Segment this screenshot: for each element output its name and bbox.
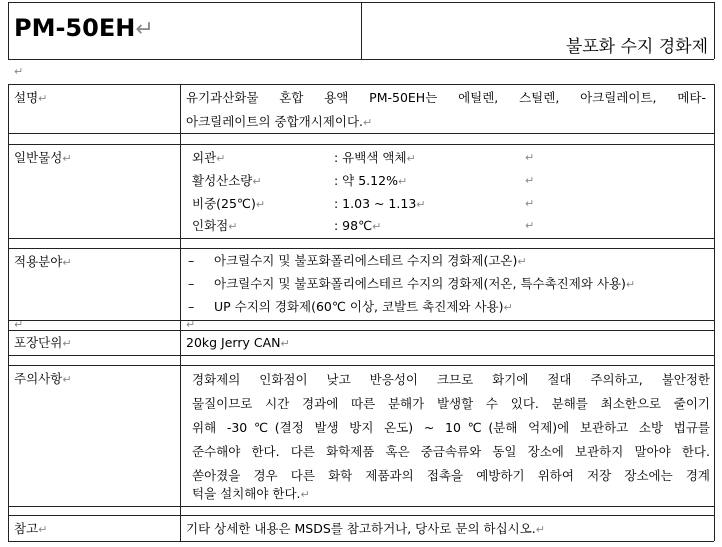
row-divider xyxy=(8,320,714,321)
application-item: – 아크릴수지 및 불포화폴리에스테르 수지의 경화제(저온, 특수촉진제와 사용)↵ xyxy=(188,276,636,291)
property-row xyxy=(192,192,552,215)
paragraph-mark: ↵ xyxy=(135,17,154,42)
property-name: 외관↵ xyxy=(192,150,226,165)
caution-line: 쏟아졌을 경우 다른 화학 제품과의 접촉을 예방하기 위하여 저장 장소에는 경계 xyxy=(192,468,710,483)
description-line-1: 유기과산화물 혼합 용액 PM-50EH는 에틸렌, 스틸렌, 아크릴레이트, 메타- xyxy=(186,90,706,105)
document-title: PM-50EH↵ xyxy=(14,14,154,42)
row-label-reference: 참고↵ xyxy=(14,521,48,536)
row-divider xyxy=(8,144,714,145)
row-label-caution: 주의사항↵ xyxy=(14,371,72,386)
row-divider xyxy=(8,238,714,239)
row-label-description: 설명↵ xyxy=(14,90,48,105)
paragraph-mark: ↵ xyxy=(14,318,24,331)
table-right-border xyxy=(714,2,715,59)
row-divider xyxy=(8,355,714,356)
row-label-packaging: 포장단위↵ xyxy=(14,335,72,350)
property-value: : 1.03 ~ 1.13↵ xyxy=(334,196,426,211)
paragraph-mark: ↵ xyxy=(525,151,535,164)
paragraph-mark: ↵ xyxy=(186,318,196,331)
row-divider xyxy=(8,330,714,331)
paragraph-mark: ↵ xyxy=(525,219,535,232)
property-row xyxy=(192,146,552,169)
property-name: 인화점↵ xyxy=(192,218,238,233)
row-divider xyxy=(8,506,714,507)
property-value: : 98℃↵ xyxy=(334,218,382,233)
application-item: – UP 수지의 경화제(60℃ 이상, 코발트 촉진제와 사용)↵ xyxy=(188,299,513,314)
table-left-border xyxy=(8,2,9,59)
reference-value: 기타 상세한 내용은 MSDS를 참고하거나, 당사로 문의 하십시오.↵ xyxy=(186,521,545,536)
property-value: : 유백색 액체↵ xyxy=(334,150,416,165)
paragraph-mark: ↵ xyxy=(525,174,535,187)
description-line-2: 아크릴레이트의 중합개시제이다.↵ xyxy=(186,114,373,129)
caution-line: 경화제의 인화점이 낮고 반응성이 크므로 화기에 절대 주의하고, 불안정한 xyxy=(192,372,710,387)
caution-line: 턱을 설치해야 한다.↵ xyxy=(192,486,310,501)
property-value: : 약 5.12%↵ xyxy=(334,173,408,188)
paragraph-mark: ↵ xyxy=(14,65,24,78)
paragraph-mark: ↵ xyxy=(525,197,535,210)
label-column-divider xyxy=(180,84,181,541)
row-label-applications: 적용분야↵ xyxy=(14,254,72,269)
row-divider xyxy=(8,365,714,366)
row-divider xyxy=(8,515,714,516)
property-name: 비중(25℃)↵ xyxy=(192,196,266,211)
packaging-value: 20kg Jerry CAN↵ xyxy=(186,335,290,350)
property-name: 활성산소량↵ xyxy=(192,173,262,188)
table-right-border xyxy=(714,84,715,541)
header-bottom-border xyxy=(8,59,714,60)
row-divider xyxy=(8,84,714,85)
caution-line: 물질이므로 시간 경과에 따른 분해가 발생할 수 있다. 분해를 최소한으로 줄이기 xyxy=(192,396,710,411)
application-item: – 아크릴수지 및 불포화폴리에스테르 수지의 경화제(고온)↵ xyxy=(188,253,527,268)
table-left-border xyxy=(8,84,9,541)
row-label-properties: 일반물성↵ xyxy=(14,150,72,165)
caution-line: 준수해야 한다. 다른 화학제품 혹은 중금속류와 동일 장소에 보관하지 말아야 한다. xyxy=(192,444,710,459)
property-row xyxy=(192,214,552,237)
property-row xyxy=(192,169,552,192)
document-subtitle: 불포화 수지 경화제 xyxy=(565,37,708,57)
header-divider xyxy=(361,2,362,59)
caution-line: 위해 -30℃(결정 발생 방지 온도) ~ 10℃(분해 억제)에 보관하고 소방 법규를 xyxy=(192,420,710,435)
